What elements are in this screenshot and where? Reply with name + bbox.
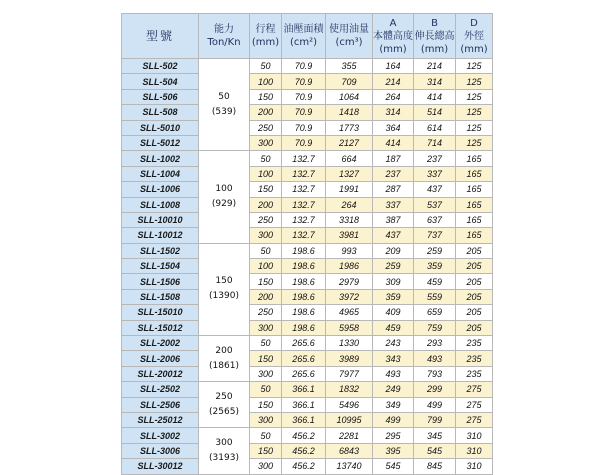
b-cell: 259: [414, 243, 456, 258]
b-cell: 559: [414, 289, 456, 304]
header-d-label: 外徑: [464, 30, 484, 42]
a-cell: 164: [373, 59, 414, 74]
table-row: [122, 59, 493, 74]
oil-cell: 4965: [326, 305, 373, 320]
a-cell: 359: [373, 289, 414, 304]
model-cell: SLL-10012: [122, 228, 199, 243]
stroke-cell: 100: [250, 166, 282, 181]
header-capacity-label: 能力: [214, 24, 234, 35]
a-cell: 295: [373, 428, 414, 443]
oil-cell: 7977: [326, 366, 373, 381]
area-cell: 366.1: [282, 382, 326, 397]
a-cell: 545: [373, 459, 414, 474]
d-cell: 125: [456, 135, 493, 150]
model-cell: SLL-25012: [122, 412, 199, 427]
model-cell: SLL-2006: [122, 351, 199, 366]
area-cell: 366.1: [282, 397, 326, 412]
model-cell: SLL-1006: [122, 182, 199, 197]
table-row: [122, 336, 493, 351]
stroke-cell: 100: [250, 74, 282, 89]
stroke-cell: 150: [250, 89, 282, 104]
capacity-kn: (1390): [209, 291, 239, 302]
stroke-cell: 300: [250, 459, 282, 474]
header-a-label: 本體高度: [373, 30, 413, 42]
stroke-cell: 200: [250, 105, 282, 120]
area-cell: 70.9: [282, 59, 326, 74]
area-cell: 198.6: [282, 259, 326, 274]
table-row: [122, 274, 493, 289]
model-cell: SLL-30012: [122, 459, 199, 474]
d-cell: 235: [456, 351, 493, 366]
a-cell: 395: [373, 443, 414, 458]
area-cell: 366.1: [282, 412, 326, 427]
a-cell: 314: [373, 105, 414, 120]
d-cell: 275: [456, 412, 493, 427]
b-cell: 637: [414, 212, 456, 227]
oil-cell: 1832: [326, 382, 373, 397]
d-cell: 165: [456, 212, 493, 227]
table-row: [122, 366, 493, 381]
area-cell: 456.2: [282, 428, 326, 443]
a-cell: 493: [373, 366, 414, 381]
d-cell: 125: [456, 74, 493, 89]
stroke-cell: 150: [250, 182, 282, 197]
oil-cell: 5958: [326, 320, 373, 335]
b-cell: 537: [414, 197, 456, 212]
area-cell: 70.9: [282, 135, 326, 150]
d-cell: 205: [456, 320, 493, 335]
capacity-ton: 100: [215, 184, 233, 195]
b-cell: 314: [414, 74, 456, 89]
capacity-kn: (1861): [209, 360, 239, 371]
stroke-cell: 150: [250, 351, 282, 366]
oil-cell: 3981: [326, 228, 373, 243]
capacity-ton: 200: [215, 345, 233, 356]
stroke-cell: 150: [250, 397, 282, 412]
header-capacity: [199, 14, 250, 59]
header-a-letter: A: [389, 17, 397, 29]
a-cell: 409: [373, 305, 414, 320]
table-row: [122, 243, 493, 258]
table-row: [122, 320, 493, 335]
stroke-cell: 300: [250, 320, 282, 335]
d-cell: 205: [456, 305, 493, 320]
table-row: [122, 443, 493, 458]
stroke-cell: 200: [250, 197, 282, 212]
d-cell: 165: [456, 182, 493, 197]
d-cell: 165: [456, 151, 493, 166]
area-cell: 265.6: [282, 366, 326, 381]
header-area-label: 油壓面積: [283, 24, 324, 35]
b-cell: 459: [414, 274, 456, 289]
model-cell: SLL-2002: [122, 336, 199, 351]
model-cell: SLL-1002: [122, 151, 199, 166]
area-cell: 198.6: [282, 274, 326, 289]
model-cell: SLL-1008: [122, 197, 199, 212]
b-cell: 499: [414, 397, 456, 412]
a-cell: 349: [373, 397, 414, 412]
a-cell: 287: [373, 182, 414, 197]
area-cell: 132.7: [282, 182, 326, 197]
capacity-ton: 250: [215, 391, 233, 402]
oil-cell: 664: [326, 151, 373, 166]
header-b-unit: (mm): [420, 43, 449, 55]
b-cell: 759: [414, 320, 456, 335]
header-b-label: 伸長總高: [414, 30, 455, 42]
header-model-label: 型號: [145, 28, 174, 43]
b-cell: 845: [414, 459, 456, 474]
oil-cell: 3318: [326, 212, 373, 227]
a-cell: 459: [373, 320, 414, 335]
oil-cell: 1330: [326, 336, 373, 351]
header-model: [122, 14, 199, 59]
model-cell: SLL-5010: [122, 120, 199, 135]
table-row: [122, 412, 493, 427]
model-cell: SLL-3002: [122, 428, 199, 443]
table-row: [122, 428, 493, 443]
header-oil-unit: (cm³): [335, 37, 363, 48]
area-cell: 265.6: [282, 351, 326, 366]
b-cell: 545: [414, 443, 456, 458]
table-row: [122, 182, 493, 197]
capacity-ton: 300: [215, 437, 233, 448]
header-stroke-label: 行程: [255, 24, 276, 35]
b-cell: 237: [414, 151, 456, 166]
area-cell: 132.7: [282, 166, 326, 181]
stroke-cell: 50: [250, 59, 282, 74]
oil-cell: 1773: [326, 120, 373, 135]
oil-cell: 6843: [326, 443, 373, 458]
b-cell: 345: [414, 428, 456, 443]
b-cell: 214: [414, 59, 456, 74]
table-row: [122, 351, 493, 366]
model-cell: SLL-20012: [122, 366, 199, 381]
stroke-cell: 50: [250, 243, 282, 258]
oil-cell: 355: [326, 59, 373, 74]
model-cell: SLL-1504: [122, 259, 199, 274]
d-cell: 235: [456, 336, 493, 351]
area-cell: 265.6: [282, 336, 326, 351]
b-cell: 493: [414, 351, 456, 366]
table-row: [122, 382, 493, 397]
header-a-unit: (mm): [379, 43, 407, 55]
area-cell: 198.6: [282, 320, 326, 335]
b-cell: 337: [414, 166, 456, 181]
oil-cell: 2127: [326, 135, 373, 150]
model-cell: SLL-1506: [122, 274, 199, 289]
oil-cell: 2281: [326, 428, 373, 443]
oil-cell: 3972: [326, 289, 373, 304]
d-cell: 205: [456, 259, 493, 274]
header-d-letter: D: [470, 17, 478, 29]
capacity-kn: (929): [211, 199, 237, 210]
model-cell: SLL-1004: [122, 166, 199, 181]
stroke-cell: 300: [250, 412, 282, 427]
d-cell: 275: [456, 382, 493, 397]
table-header: [122, 14, 493, 59]
a-cell: 249: [373, 382, 414, 397]
table-row: [122, 135, 493, 150]
table-row: [122, 289, 493, 304]
oil-cell: 709: [326, 74, 373, 89]
capacity-cell: [199, 428, 250, 474]
a-cell: 187: [373, 151, 414, 166]
oil-cell: 1986: [326, 259, 373, 274]
header-a: [373, 14, 414, 59]
d-cell: 205: [456, 289, 493, 304]
stroke-cell: 300: [250, 135, 282, 150]
a-cell: 364: [373, 120, 414, 135]
model-cell: SLL-15010: [122, 305, 199, 320]
table-row: [122, 74, 493, 89]
capacity-cell: [199, 151, 250, 243]
table-row: [122, 151, 493, 166]
spec-table: [121, 13, 493, 475]
b-cell: 437: [414, 182, 456, 197]
a-cell: 387: [373, 212, 414, 227]
oil-cell: 1064: [326, 89, 373, 104]
table-row: [122, 305, 493, 320]
b-cell: 514: [414, 105, 456, 120]
d-cell: 235: [456, 366, 493, 381]
b-cell: 737: [414, 228, 456, 243]
b-cell: 414: [414, 89, 456, 104]
area-cell: 132.7: [282, 212, 326, 227]
stroke-cell: 50: [250, 428, 282, 443]
b-cell: 614: [414, 120, 456, 135]
area-cell: 198.6: [282, 305, 326, 320]
oil-cell: 3989: [326, 351, 373, 366]
header-oil-label: 使用油量: [329, 24, 369, 35]
header-row: [122, 14, 493, 59]
oil-cell: 2979: [326, 274, 373, 289]
table-row: [122, 120, 493, 135]
d-cell: 310: [456, 443, 493, 458]
b-cell: 293: [414, 336, 456, 351]
area-cell: 70.9: [282, 74, 326, 89]
model-cell: SLL-508: [122, 105, 199, 120]
oil-cell: 993: [326, 243, 373, 258]
oil-cell: 1418: [326, 105, 373, 120]
table-row: [122, 259, 493, 274]
d-cell: 165: [456, 228, 493, 243]
stroke-cell: 200: [250, 289, 282, 304]
capacity-kn: (2565): [209, 406, 239, 417]
a-cell: 259: [373, 259, 414, 274]
area-cell: 132.7: [282, 151, 326, 166]
b-cell: 714: [414, 135, 456, 150]
stroke-cell: 250: [250, 120, 282, 135]
model-cell: SLL-504: [122, 74, 199, 89]
area-cell: 456.2: [282, 443, 326, 458]
table-row: [122, 459, 493, 474]
stroke-cell: 100: [250, 259, 282, 274]
d-cell: 310: [456, 428, 493, 443]
capacity-cell: [199, 243, 250, 335]
stroke-cell: 50: [250, 151, 282, 166]
d-cell: 165: [456, 197, 493, 212]
a-cell: 309: [373, 274, 414, 289]
b-cell: 793: [414, 366, 456, 381]
a-cell: 414: [373, 135, 414, 150]
area-cell: 456.2: [282, 459, 326, 474]
table-row: [122, 166, 493, 181]
d-cell: 125: [456, 59, 493, 74]
model-cell: SLL-506: [122, 89, 199, 104]
capacity-ton: 50: [218, 91, 230, 102]
capacity-kn: (539): [211, 106, 237, 117]
area-cell: 70.9: [282, 120, 326, 135]
b-cell: 659: [414, 305, 456, 320]
area-cell: 132.7: [282, 197, 326, 212]
d-cell: 275: [456, 397, 493, 412]
a-cell: 243: [373, 336, 414, 351]
capacity-ton: 150: [215, 276, 233, 287]
stroke-cell: 250: [250, 212, 282, 227]
table-body: [122, 59, 493, 475]
b-cell: 299: [414, 382, 456, 397]
header-stroke: [250, 14, 282, 59]
stroke-cell: 250: [250, 305, 282, 320]
oil-cell: 264: [326, 197, 373, 212]
header-b-letter: B: [431, 17, 438, 29]
a-cell: 214: [373, 74, 414, 89]
b-cell: 799: [414, 412, 456, 427]
area-cell: 70.9: [282, 105, 326, 120]
capacity-kn: (3193): [209, 452, 239, 463]
a-cell: 499: [373, 412, 414, 427]
d-cell: 310: [456, 459, 493, 474]
capacity-cell: [199, 382, 250, 428]
a-cell: 237: [373, 166, 414, 181]
header-b: [414, 14, 456, 59]
d-cell: 125: [456, 105, 493, 120]
model-cell: SLL-1502: [122, 243, 199, 258]
area-cell: 70.9: [282, 89, 326, 104]
table-row: [122, 397, 493, 412]
table-row: [122, 197, 493, 212]
header-oil: [326, 14, 373, 59]
table-row: [122, 105, 493, 120]
a-cell: 437: [373, 228, 414, 243]
capacity-cell: [199, 59, 250, 151]
oil-cell: 5496: [326, 397, 373, 412]
header-stroke-unit: (mm): [251, 37, 280, 48]
a-cell: 337: [373, 197, 414, 212]
model-cell: SLL-15012: [122, 320, 199, 335]
a-cell: 264: [373, 89, 414, 104]
table-row: [122, 228, 493, 243]
header-area: [282, 14, 326, 59]
a-cell: 209: [373, 243, 414, 258]
oil-cell: 13740: [326, 459, 373, 474]
d-cell: 165: [456, 166, 493, 181]
d-cell: 205: [456, 243, 493, 258]
d-cell: 125: [456, 89, 493, 104]
model-cell: SLL-2502: [122, 382, 199, 397]
oil-cell: 1991: [326, 182, 373, 197]
header-area-unit: (cm²): [289, 37, 318, 48]
d-cell: 125: [456, 120, 493, 135]
model-cell: SLL-1508: [122, 289, 199, 304]
stroke-cell: 50: [250, 382, 282, 397]
capacity-cell: [199, 336, 250, 382]
d-cell: 205: [456, 274, 493, 289]
a-cell: 343: [373, 351, 414, 366]
model-cell: SLL-10010: [122, 212, 199, 227]
stroke-cell: 150: [250, 443, 282, 458]
b-cell: 359: [414, 259, 456, 274]
model-cell: SLL-3006: [122, 443, 199, 458]
model-cell: SLL-2506: [122, 397, 199, 412]
oil-cell: 1327: [326, 166, 373, 181]
stroke-cell: 150: [250, 274, 282, 289]
oil-cell: 10995: [326, 412, 373, 427]
stroke-cell: 50: [250, 336, 282, 351]
model-cell: SLL-5012: [122, 135, 199, 150]
stroke-cell: 300: [250, 366, 282, 381]
table-row: [122, 212, 493, 227]
area-cell: 198.6: [282, 289, 326, 304]
area-cell: 198.6: [282, 243, 326, 258]
header-d-unit: (mm): [460, 43, 488, 55]
header-d: [456, 14, 493, 59]
header-capacity-unit: Ton/Kn: [207, 37, 241, 48]
area-cell: 132.7: [282, 228, 326, 243]
model-cell: SLL-502: [122, 59, 199, 74]
stroke-cell: 300: [250, 228, 282, 243]
table-row: [122, 89, 493, 104]
